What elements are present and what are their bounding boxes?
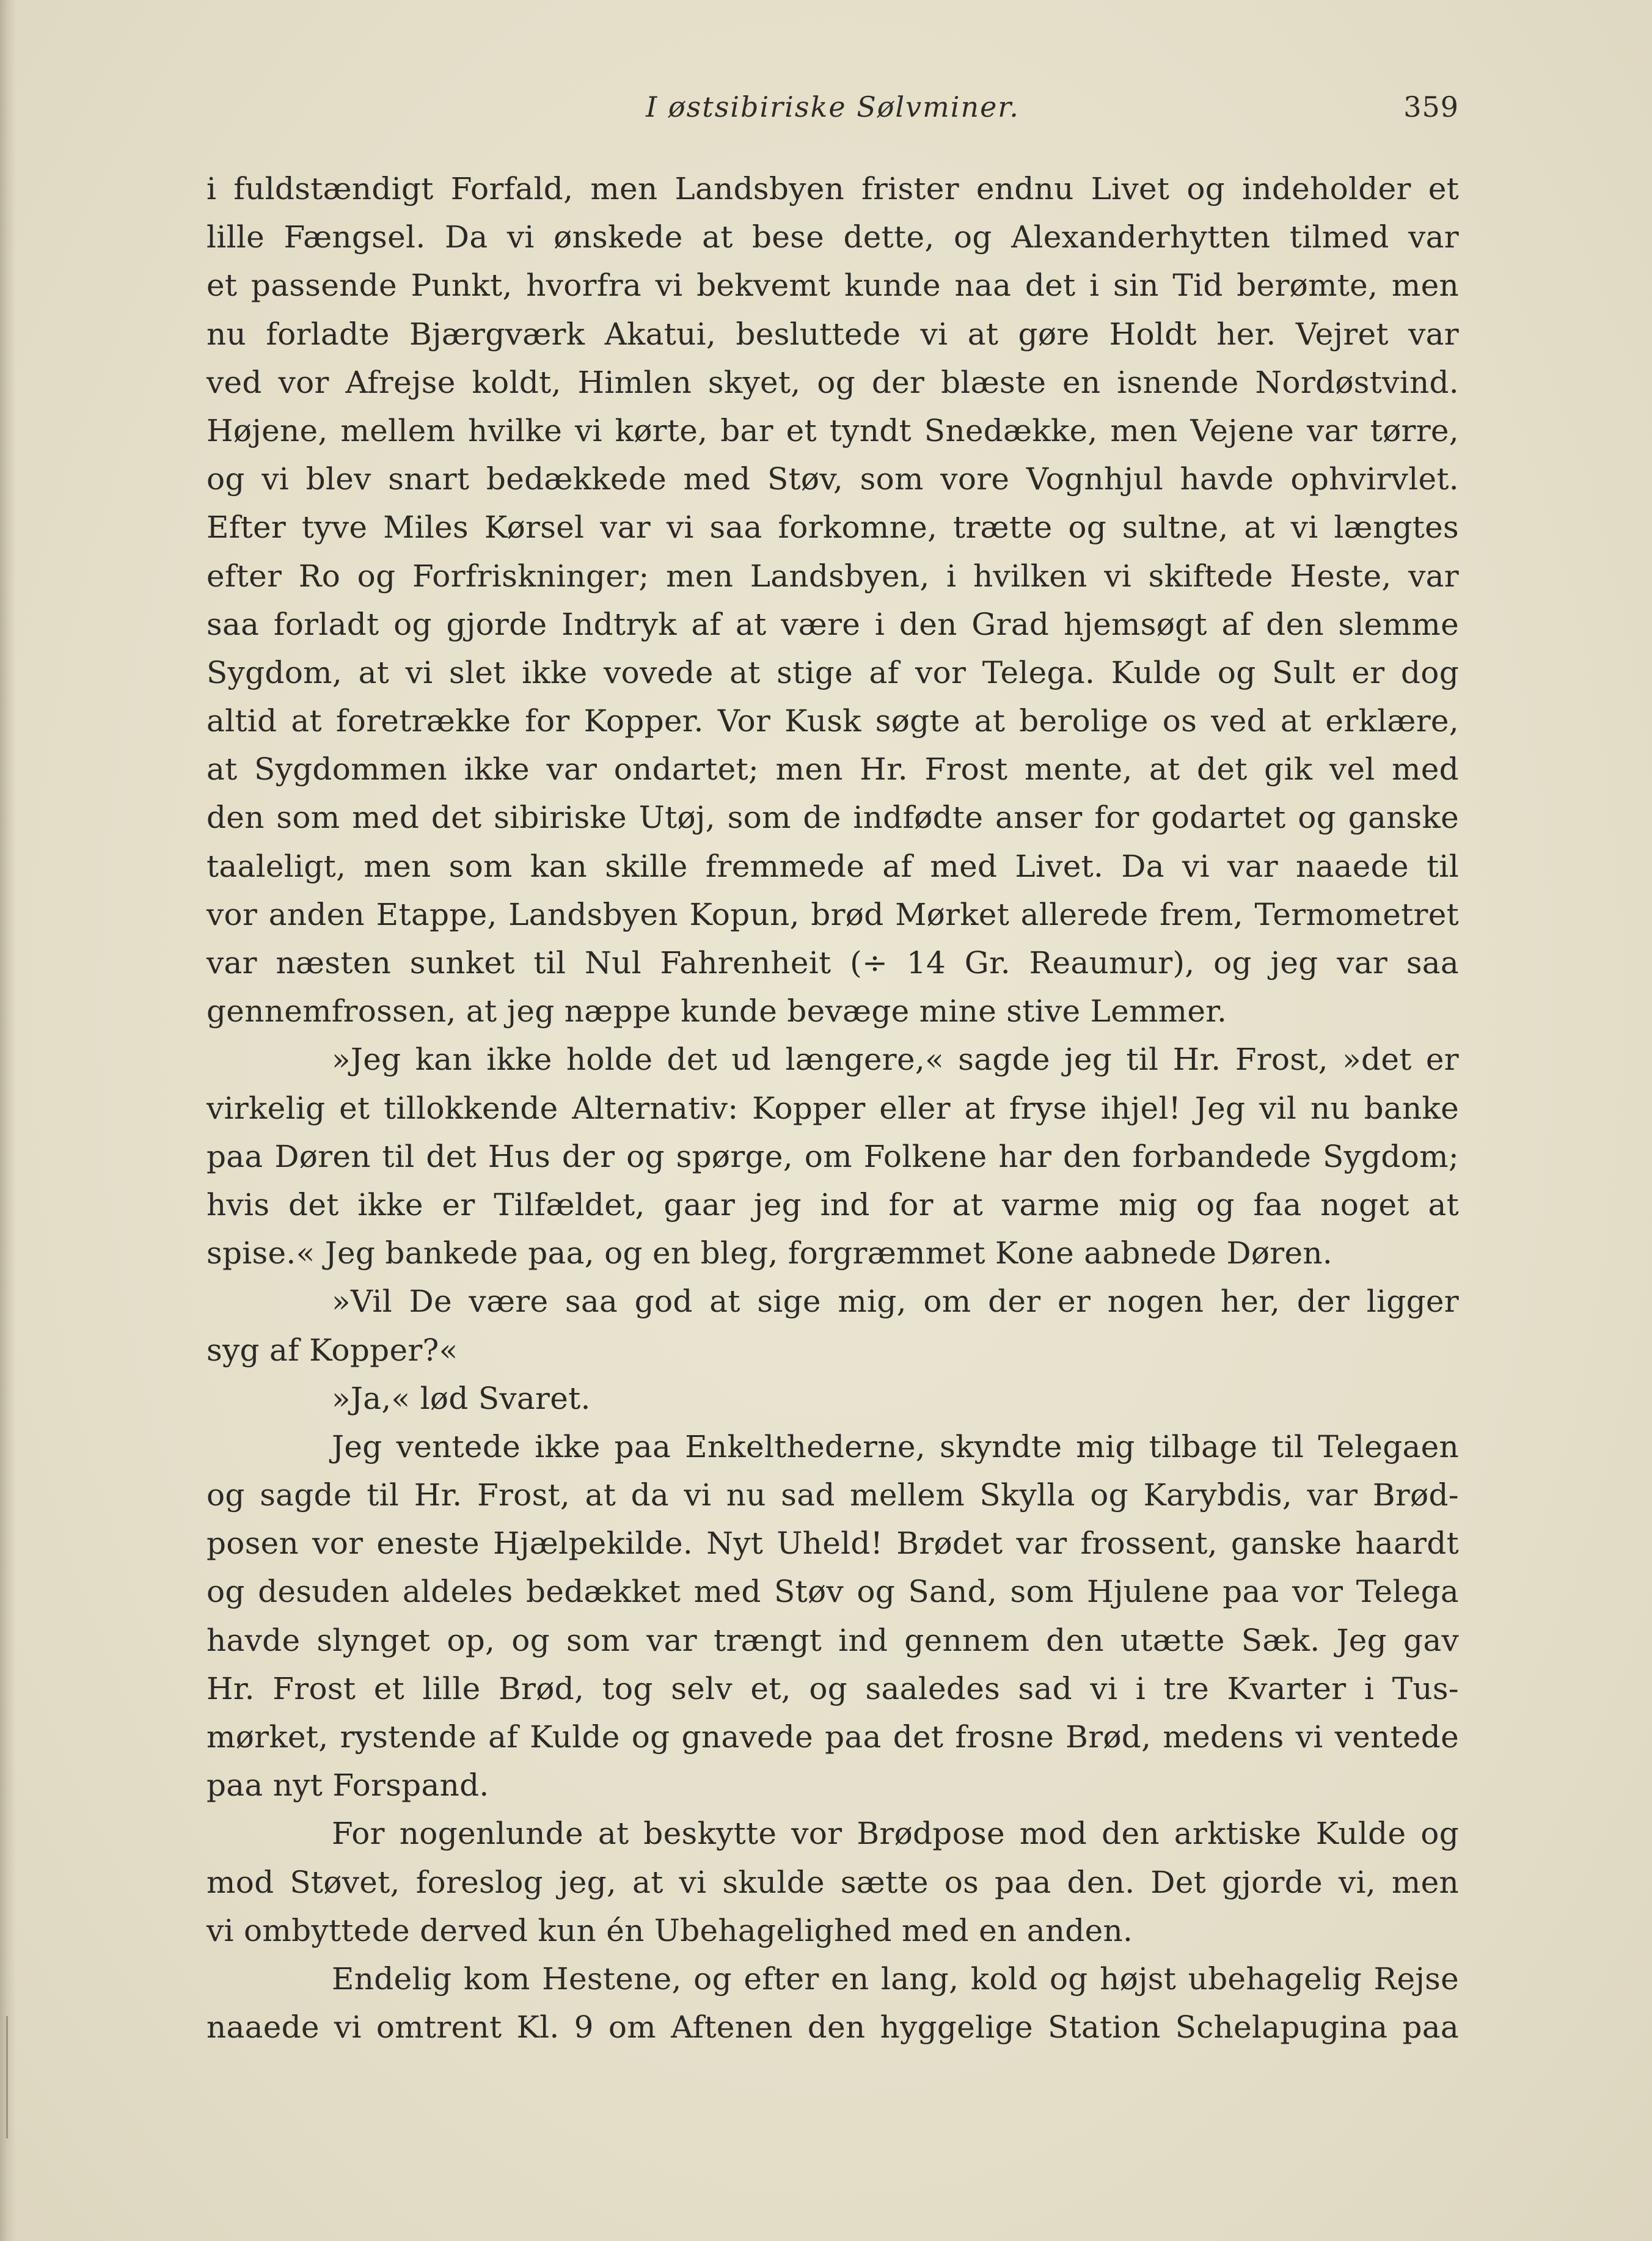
running-title: I østsibiriske Sølvminer.	[646, 90, 1020, 123]
text-line: mørket, rystende af Kulde og gnavede paa det frosne Brød, medens vi ventede	[206, 1719, 1459, 1755]
text-line: at Sygdommen ikke var ondartet; men Hr. Frost mente, at det gik vel med	[206, 751, 1459, 788]
text-line: syg af Kopper?«	[206, 1332, 458, 1368]
text-line: et passende Punkt, hvorfra vi bekvemt kunde naa det i sin Tid berømte, men	[206, 268, 1459, 304]
text-line: og desuden aldeles bedækket med Støv og Sand, som Hjulene paa vor Telega	[206, 1574, 1459, 1610]
text-line: Hr. Frost et lille Brød, tog selv et, og saaledes sad vi i tre Kvarter i Tus-	[206, 1670, 1459, 1706]
text-line: ved vor Afrejse koldt, Himlen skyet, og der blæste en isnende Nordøstvind.	[206, 364, 1459, 400]
text-line: taaleligt, men som kan skille fremmede af med Livet. Da vi var naaede til	[206, 848, 1459, 884]
running-header	[206, 84, 1459, 133]
text-line: posen vor eneste Hjælpekilde. Nyt Uheld! Brødet var frossent, ganske haardt	[206, 1526, 1459, 1562]
text-line: og sagde til Hr. Frost, at da vi nu sad mellem Skylla og Karybdis, var Brød-	[206, 1477, 1459, 1513]
text-line: hvis det ikke er Tilfældet, gaar jeg ind for at varme mig og faa noget at	[206, 1186, 1459, 1223]
binding-shadow-line	[6, 2016, 8, 2138]
text-line: saa forladt og gjorde Indtryk af at være i den Grad hjemsøgt af den slemme	[206, 606, 1459, 642]
text-line: altid at foretrække for Kopper. Vor Kusk søgte at berolige os ved at erklære,	[206, 703, 1459, 739]
text-line: Efter tyve Miles Kørsel var vi saa forkomne, trætte og sultne, at vi længtes	[206, 510, 1459, 546]
body-text	[206, 165, 1459, 2052]
text-line: spise.« Jeg bankede paa, og en bleg, forgræmmet Kone aabnede Døren.	[206, 1235, 1333, 1271]
text-line: Sygdom, at vi slet ikke vovede at stige af vor Telega. Kulde og Sult er dog	[206, 654, 1459, 690]
text-line: »Jeg kan ikke holde det ud længere,« sagde jeg til Hr. Frost, »det er	[332, 1042, 1459, 1078]
text-line: efter Ro og Forfriskninger; men Landsbyen, i hvilken vi skiftede Heste, var	[206, 558, 1459, 594]
text-line: mod Støvet, foreslog jeg, at vi skulde sætte os paa den. Det gjorde vi, men	[206, 1864, 1459, 1900]
text-line: »Ja,« lød Svaret.	[332, 1380, 591, 1416]
text-line: naaede vi omtrent Kl. 9 om Aftenen den hyggelige Station Schelapugina paa	[206, 2009, 1459, 2045]
text-line: havde slynget op, og som var trængt ind gennem den utætte Sæk. Jeg gav	[206, 1622, 1459, 1658]
text-line: »Vil De være saa god at sige mig, om der er nogen her, der ligger	[332, 1284, 1459, 1320]
text-line: i fuldstændigt Forfald, men Landsbyen frister endnu Livet og indeholder et	[206, 171, 1459, 207]
text-line: vor anden Etappe, Landsbyen Kopun, brød Mørket allerede frem, Termometret	[206, 896, 1459, 932]
text-line: nu forladte Bjærgværk Akatui, besluttede vi at gøre Holdt her. Vejret var	[206, 316, 1459, 352]
text-line: paa Døren til det Hus der og spørge, om Folkene har den forbandede Sygdom;	[206, 1138, 1459, 1174]
text-line: virkelig et tillokkende Alternativ: Kopper eller at fryse ihjel! Jeg vil nu banke	[206, 1090, 1459, 1126]
text-line: lille Fængsel. Da vi ønskede at bese dette, og Alexanderhytten tilmed var	[206, 219, 1459, 255]
text-line: Jeg ventede ikke paa Enkelthederne, skyndte mig tilbage til Telegaen	[332, 1428, 1459, 1464]
text-line: gennemfrossen, at jeg næppe kunde bevæge mine stive Lemmer.	[206, 993, 1227, 1029]
text-line: Højene, mellem hvilke vi kørte, bar et tyndt Snedække, men Vejene var tørre,	[206, 412, 1459, 448]
text-line: var næsten sunket til Nul Fahrenheit (÷ 14 Gr. Reaumur), og jeg var saa	[206, 945, 1459, 981]
text-line: paa nyt Forspand.	[206, 1768, 489, 1804]
text-line: den som med det sibiriske Utøj, som de indfødte anser for godartet og ganske	[206, 800, 1459, 836]
text-line: Endelig kom Hestene, og efter en lang, kold og højst ubehagelig Rejse	[332, 1961, 1459, 1997]
page-binding-edge	[0, 0, 16, 2241]
text-line: For nogenlunde at beskytte vor Brødpose mod den arktiske Kulde og	[332, 1816, 1459, 1852]
text-line: vi ombyttede derved kun én Ubehagelighed med en anden.	[206, 1912, 1133, 1948]
page-number: 359	[1403, 90, 1459, 123]
text-line: og vi blev snart bedækkede med Støv, som vore Vognhjul havde ophvirvlet.	[206, 461, 1459, 497]
